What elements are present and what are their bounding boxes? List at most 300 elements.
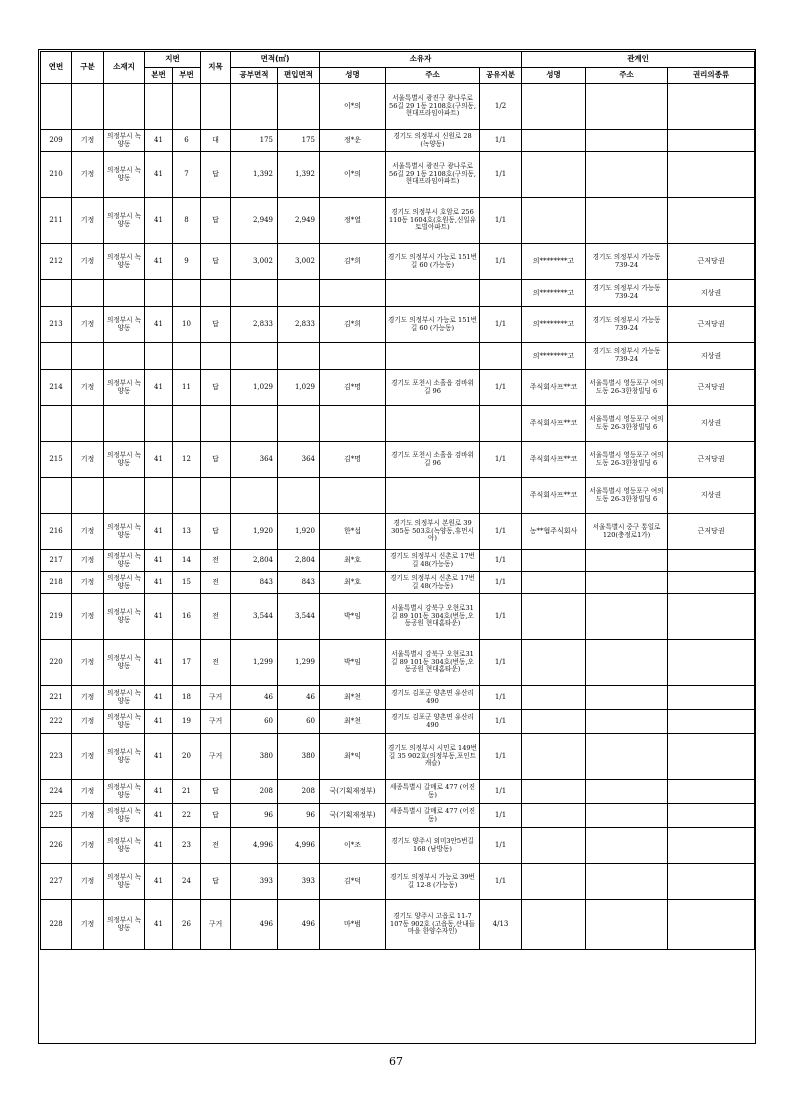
cell-owner-address: 경기도 양주시 외미3안5번길 168 (남방동) — [386, 828, 480, 864]
cell-owner-address: 세종특별시 갈매로 477 (어진동) — [386, 804, 480, 828]
header-owner-name: 성명 — [320, 68, 386, 84]
header-no: 연번 — [41, 52, 72, 84]
table-row — [41, 550, 755, 572]
cell-lot-sub: 17 — [173, 640, 201, 686]
cell-related-name: 의********고 — [522, 307, 586, 343]
cell-related-address — [586, 864, 668, 900]
cell-lot-sub: 8 — [173, 198, 201, 244]
table-row — [41, 280, 755, 307]
cell-area-included: 208 — [278, 780, 320, 804]
cell-area-included — [278, 478, 320, 514]
cell-land-use: 답 — [201, 442, 231, 478]
cell-owner-share: 1/1 — [480, 734, 522, 780]
cell-lot-sub: 21 — [173, 780, 201, 804]
cell-right-type: 근저당권 — [668, 514, 755, 550]
table-row — [41, 84, 755, 130]
cell-lot-main: 41 — [145, 900, 173, 950]
cell-related-name — [522, 198, 586, 244]
cell-owner-address: 경기도 의정부시 신원로 28 (녹양동) — [386, 130, 480, 152]
cell-owner-name — [320, 280, 386, 307]
cell-land-use: 전 — [201, 572, 231, 594]
cell-location: 의정부시 녹양동 — [104, 244, 145, 280]
cell-no: 212 — [41, 244, 72, 280]
table-row — [41, 244, 755, 280]
cell-owner-address: 경기도 의정부시 가능로 39번길 12-8 (가능동) — [386, 864, 480, 900]
header-related-address: 주소 — [586, 68, 668, 84]
cell-lot-main: 41 — [145, 864, 173, 900]
table-row — [41, 572, 755, 594]
cell-area-total: 96 — [231, 804, 278, 828]
cell-no: 227 — [41, 864, 72, 900]
cell-owner-share: 1/1 — [480, 370, 522, 406]
cell-owner-name: 이*조 — [320, 828, 386, 864]
cell-land-use: 답 — [201, 780, 231, 804]
cell-area-total: 3,544 — [231, 594, 278, 640]
cell-owner-address — [386, 343, 480, 370]
cell-area-total: 2,833 — [231, 307, 278, 343]
land-register-table — [40, 51, 755, 950]
cell-related-address: 서울특별시 영등포구 여의도동 26-3한창빌딩 6 — [586, 478, 668, 514]
cell-area-included: 3,002 — [278, 244, 320, 280]
cell-area-total: 46 — [231, 686, 278, 710]
cell-location: 의정부시 녹양동 — [104, 514, 145, 550]
cell-owner-share: 1/2 — [480, 84, 522, 130]
cell-land-use: 대 — [201, 130, 231, 152]
table-row — [41, 130, 755, 152]
cell-right-type: 근저당권 — [668, 307, 755, 343]
cell-owner-address: 경기도 의정부시 신촌로 17번길 48(가능동) — [386, 550, 480, 572]
cell-owner-share: 1/1 — [480, 130, 522, 152]
cell-area-included: 843 — [278, 572, 320, 594]
cell-lot-sub — [173, 343, 201, 370]
cell-owner-name: 김*명 — [320, 370, 386, 406]
cell-lot-sub: 10 — [173, 307, 201, 343]
cell-owner-name: 박*임 — [320, 594, 386, 640]
cell-related-name: 주식회사프**코 — [522, 406, 586, 442]
cell-owner-address: 경기도 김포군 양촌면 유산리 490 — [386, 686, 480, 710]
cell-location: 의정부시 녹양동 — [104, 130, 145, 152]
cell-location: 의정부시 녹양동 — [104, 686, 145, 710]
cell-owner-address — [386, 478, 480, 514]
cell-location: 의정부시 녹양동 — [104, 152, 145, 198]
cell-owner-name: 김*덕 — [320, 864, 386, 900]
cell-right-type — [668, 734, 755, 780]
cell-owner-address: 경기도 김포군 양촌면 유산리 490 — [386, 710, 480, 734]
cell-lot-sub: 26 — [173, 900, 201, 950]
table-row — [41, 804, 755, 828]
cell-location: 의정부시 녹양동 — [104, 198, 145, 244]
cell-type: 기정 — [72, 734, 104, 780]
header-related-name: 성명 — [522, 68, 586, 84]
cell-owner-name: 김*희 — [320, 307, 386, 343]
cell-area-included: 175 — [278, 130, 320, 152]
cell-area-included — [278, 84, 320, 130]
header-related-party: 관계인 — [522, 52, 755, 68]
cell-related-name — [522, 84, 586, 130]
cell-land-use: 구거 — [201, 734, 231, 780]
cell-owner-name: 김*명 — [320, 442, 386, 478]
cell-right-type — [668, 900, 755, 950]
table-row — [41, 343, 755, 370]
cell-related-address — [586, 686, 668, 710]
cell-owner-share — [480, 280, 522, 307]
cell-owner-name: 최*천 — [320, 686, 386, 710]
cell-area-included: 2,804 — [278, 550, 320, 572]
cell-lot-main: 41 — [145, 550, 173, 572]
cell-related-address — [586, 550, 668, 572]
cell-lot-sub: 19 — [173, 710, 201, 734]
cell-area-included: 46 — [278, 686, 320, 710]
header-location: 소재지 — [104, 52, 145, 84]
cell-no — [41, 478, 72, 514]
cell-type — [72, 280, 104, 307]
cell-no: 210 — [41, 152, 72, 198]
cell-area-total — [231, 280, 278, 307]
cell-land-use: 구거 — [201, 900, 231, 950]
cell-owner-address: 경기도 의정부시 신촌로 17번길 48(가능동) — [386, 572, 480, 594]
cell-lot-main: 41 — [145, 710, 173, 734]
cell-owner-share — [480, 478, 522, 514]
cell-related-address — [586, 780, 668, 804]
cell-land-use: 구거 — [201, 710, 231, 734]
cell-lot-main: 41 — [145, 686, 173, 710]
cell-lot-main: 41 — [145, 307, 173, 343]
cell-area-total: 393 — [231, 864, 278, 900]
cell-lot-main — [145, 406, 173, 442]
cell-owner-name: 마*범 — [320, 900, 386, 950]
cell-land-use: 전 — [201, 550, 231, 572]
header-lot: 지번 — [145, 52, 201, 68]
cell-area-total — [231, 406, 278, 442]
table-row — [41, 307, 755, 343]
cell-location: 의정부시 녹양동 — [104, 442, 145, 478]
cell-related-name — [522, 640, 586, 686]
table-row — [41, 514, 755, 550]
cell-lot-sub — [173, 84, 201, 130]
cell-land-use — [201, 343, 231, 370]
cell-no — [41, 406, 72, 442]
cell-lot-main: 41 — [145, 734, 173, 780]
cell-related-name — [522, 828, 586, 864]
cell-owner-address — [386, 406, 480, 442]
cell-owner-address: 경기도 의정부시 본원로 39 305동 503호(녹양동,휴먼시아) — [386, 514, 480, 550]
cell-owner-share — [480, 406, 522, 442]
cell-related-name — [522, 710, 586, 734]
cell-type: 기정 — [72, 780, 104, 804]
cell-owner-name: 최*호 — [320, 550, 386, 572]
cell-land-use: 구거 — [201, 686, 231, 710]
cell-related-name: 주식회사프**코 — [522, 442, 586, 478]
cell-lot-sub: 16 — [173, 594, 201, 640]
cell-owner-name: 이*의 — [320, 84, 386, 130]
cell-area-total — [231, 343, 278, 370]
cell-no: 223 — [41, 734, 72, 780]
cell-area-included: 3,544 — [278, 594, 320, 640]
table-row — [41, 710, 755, 734]
cell-land-use: 답 — [201, 198, 231, 244]
header-area: 면적(㎡) — [231, 52, 320, 68]
cell-lot-main — [145, 280, 173, 307]
cell-owner-name: 국(기획재정부) — [320, 780, 386, 804]
document-frame — [38, 49, 756, 1044]
cell-related-name — [522, 734, 586, 780]
cell-type: 기정 — [72, 198, 104, 244]
cell-right-type — [668, 780, 755, 804]
cell-area-total: 1,392 — [231, 152, 278, 198]
cell-location: 의정부시 녹양동 — [104, 780, 145, 804]
cell-related-name: 의********고 — [522, 244, 586, 280]
cell-location: 의정부시 녹양동 — [104, 804, 145, 828]
cell-area-total: 3,002 — [231, 244, 278, 280]
table-row — [41, 406, 755, 442]
cell-location: 의정부시 녹양동 — [104, 828, 145, 864]
cell-type: 기정 — [72, 900, 104, 950]
cell-area-included — [278, 280, 320, 307]
cell-lot-main — [145, 343, 173, 370]
cell-right-type — [668, 804, 755, 828]
cell-lot-sub: 11 — [173, 370, 201, 406]
cell-area-included: 2,949 — [278, 198, 320, 244]
cell-lot-sub: 9 — [173, 244, 201, 280]
cell-owner-share: 4/13 — [480, 900, 522, 950]
cell-no: 222 — [41, 710, 72, 734]
table-body — [41, 84, 755, 950]
cell-type — [72, 343, 104, 370]
header-owner: 소유자 — [320, 52, 522, 68]
cell-no: 216 — [41, 514, 72, 550]
cell-right-type: 근저당권 — [668, 244, 755, 280]
cell-area-total — [231, 84, 278, 130]
cell-area-included: 1,392 — [278, 152, 320, 198]
cell-right-type — [668, 572, 755, 594]
cell-no — [41, 84, 72, 130]
cell-area-total: 843 — [231, 572, 278, 594]
cell-lot-main: 41 — [145, 804, 173, 828]
cell-related-address — [586, 594, 668, 640]
cell-right-type — [668, 152, 755, 198]
cell-land-use — [201, 406, 231, 442]
cell-related-address — [586, 152, 668, 198]
cell-location: 의정부시 녹양동 — [104, 710, 145, 734]
table-row — [41, 478, 755, 514]
cell-owner-address: 서울특별시 강북구 오현로31길 89 101동 304호(번동,오동공원 현대홈타운) — [386, 640, 480, 686]
cell-related-address: 서울특별시 영등포구 여의도동 26-3한창빌딩 6 — [586, 370, 668, 406]
cell-lot-main: 41 — [145, 152, 173, 198]
cell-related-name — [522, 152, 586, 198]
header-type: 구분 — [72, 52, 104, 84]
cell-related-address: 서울특별시 영등포구 여의도동 26-3한창빌딩 6 — [586, 406, 668, 442]
cell-no: 225 — [41, 804, 72, 828]
cell-location: 의정부시 녹양동 — [104, 900, 145, 950]
cell-owner-share: 1/1 — [480, 780, 522, 804]
cell-lot-sub: 14 — [173, 550, 201, 572]
cell-right-type — [668, 550, 755, 572]
cell-type: 기정 — [72, 640, 104, 686]
header-lot-main: 본번 — [145, 68, 173, 84]
cell-related-name — [522, 572, 586, 594]
cell-lot-sub: 15 — [173, 572, 201, 594]
cell-area-included: 1,920 — [278, 514, 320, 550]
cell-area-total: 496 — [231, 900, 278, 950]
table-row — [41, 370, 755, 406]
cell-lot-main: 41 — [145, 828, 173, 864]
cell-owner-name: 최*익 — [320, 734, 386, 780]
cell-related-address: 경기도 의정부시 가능동 739-24 — [586, 280, 668, 307]
cell-location: 의정부시 녹양동 — [104, 734, 145, 780]
cell-owner-share: 1/1 — [480, 442, 522, 478]
cell-related-address — [586, 710, 668, 734]
cell-land-use: 답 — [201, 244, 231, 280]
cell-lot-sub — [173, 280, 201, 307]
cell-lot-main: 41 — [145, 130, 173, 152]
cell-owner-share — [480, 343, 522, 370]
cell-no: 214 — [41, 370, 72, 406]
table-row — [41, 152, 755, 198]
cell-lot-sub — [173, 478, 201, 514]
cell-area-included: 1,029 — [278, 370, 320, 406]
cell-location: 의정부시 녹양동 — [104, 307, 145, 343]
cell-area-included — [278, 406, 320, 442]
cell-owner-address: 경기도 양주시 고읍로 11-7 107동 902호 (고읍동,산내들마을 한양수자인) — [386, 900, 480, 950]
cell-related-name: 의********고 — [522, 343, 586, 370]
cell-land-use: 전 — [201, 594, 231, 640]
cell-right-type: 지상권 — [668, 406, 755, 442]
cell-type: 기정 — [72, 686, 104, 710]
cell-no — [41, 280, 72, 307]
cell-land-use: 전 — [201, 640, 231, 686]
cell-related-name — [522, 594, 586, 640]
cell-area-total: 364 — [231, 442, 278, 478]
cell-lot-main: 41 — [145, 442, 173, 478]
cell-no: 215 — [41, 442, 72, 478]
cell-right-type: 근저당권 — [668, 370, 755, 406]
cell-area-total: 4,996 — [231, 828, 278, 864]
cell-related-address — [586, 84, 668, 130]
cell-land-use: 전 — [201, 828, 231, 864]
cell-lot-main: 41 — [145, 370, 173, 406]
cell-land-use — [201, 84, 231, 130]
cell-no: 218 — [41, 572, 72, 594]
cell-lot-main — [145, 478, 173, 514]
cell-no: 217 — [41, 550, 72, 572]
cell-right-type — [668, 828, 755, 864]
cell-area-total: 2,804 — [231, 550, 278, 572]
cell-right-type — [668, 130, 755, 152]
cell-related-address — [586, 900, 668, 950]
cell-type: 기정 — [72, 572, 104, 594]
cell-owner-share: 1/1 — [480, 640, 522, 686]
cell-no: 228 — [41, 900, 72, 950]
cell-area-included: 4,996 — [278, 828, 320, 864]
cell-area-included: 393 — [278, 864, 320, 900]
header-right-type: 권리의종류 — [668, 68, 755, 84]
cell-owner-name — [320, 478, 386, 514]
cell-right-type: 지상권 — [668, 343, 755, 370]
cell-owner-address: 경기도 의정부시 가능로 151번길 60 (가능동) — [386, 307, 480, 343]
cell-related-name — [522, 130, 586, 152]
table-row — [41, 198, 755, 244]
cell-owner-name: 한*섭 — [320, 514, 386, 550]
cell-type: 기정 — [72, 864, 104, 900]
cell-type — [72, 478, 104, 514]
cell-owner-share: 1/1 — [480, 864, 522, 900]
cell-lot-main: 41 — [145, 244, 173, 280]
cell-no — [41, 343, 72, 370]
header-land-use: 지목 — [201, 52, 231, 84]
cell-right-type — [668, 84, 755, 130]
cell-related-address: 서울특별시 영등포구 여의도동 26-3한창빌딩 6 — [586, 442, 668, 478]
cell-related-address — [586, 130, 668, 152]
cell-lot-main: 41 — [145, 594, 173, 640]
cell-related-address — [586, 198, 668, 244]
cell-location — [104, 280, 145, 307]
table-row — [41, 640, 755, 686]
cell-related-address — [586, 734, 668, 780]
cell-land-use: 답 — [201, 152, 231, 198]
cell-related-address: 경기도 의정부시 가능동 739-24 — [586, 343, 668, 370]
cell-location: 의정부시 녹양동 — [104, 864, 145, 900]
cell-related-name — [522, 804, 586, 828]
cell-lot-main — [145, 84, 173, 130]
cell-right-type — [668, 864, 755, 900]
cell-no: 213 — [41, 307, 72, 343]
cell-area-total: 1,920 — [231, 514, 278, 550]
cell-right-type — [668, 198, 755, 244]
page-number: 67 — [389, 1055, 403, 1068]
cell-location: 의정부시 녹양동 — [104, 572, 145, 594]
cell-area-total: 1,299 — [231, 640, 278, 686]
cell-type: 기정 — [72, 514, 104, 550]
cell-owner-share: 1/1 — [480, 594, 522, 640]
cell-type: 기정 — [72, 550, 104, 572]
cell-owner-address: 경기도 의정부시 시민로 149번길 35 902호(의정부동,포인트캐슬) — [386, 734, 480, 780]
cell-owner-share: 1/1 — [480, 804, 522, 828]
header-owner-share: 공유지분 — [480, 68, 522, 84]
cell-related-address — [586, 572, 668, 594]
cell-related-address — [586, 640, 668, 686]
cell-owner-name — [320, 406, 386, 442]
cell-owner-name: 최*천 — [320, 710, 386, 734]
cell-related-name — [522, 550, 586, 572]
cell-land-use: 답 — [201, 370, 231, 406]
cell-related-address — [586, 804, 668, 828]
table-row — [41, 864, 755, 900]
cell-type: 기정 — [72, 594, 104, 640]
cell-right-type: 지상권 — [668, 478, 755, 514]
cell-land-use: 답 — [201, 864, 231, 900]
cell-owner-address: 세종특별시 갈매로 477 (어진동) — [386, 780, 480, 804]
cell-no: 224 — [41, 780, 72, 804]
cell-related-name: 농**협주식회사 — [522, 514, 586, 550]
cell-owner-share: 1/1 — [480, 828, 522, 864]
cell-owner-name: 국(기획재정부) — [320, 804, 386, 828]
cell-area-included: 60 — [278, 710, 320, 734]
cell-no: 221 — [41, 686, 72, 710]
cell-related-address: 서울특별시 중구 통일로 120(충정로1가) — [586, 514, 668, 550]
cell-right-type — [668, 710, 755, 734]
cell-owner-share: 1/1 — [480, 710, 522, 734]
cell-lot-main: 41 — [145, 514, 173, 550]
table-row — [41, 828, 755, 864]
cell-right-type — [668, 594, 755, 640]
cell-related-address: 경기도 의정부시 가능동 739-24 — [586, 307, 668, 343]
table-row — [41, 442, 755, 478]
cell-owner-share: 1/1 — [480, 514, 522, 550]
cell-location — [104, 406, 145, 442]
cell-owner-share: 1/1 — [480, 307, 522, 343]
cell-location: 의정부시 녹양동 — [104, 640, 145, 686]
cell-owner-address: 서울특별시 광진구 광나루로56길 29 1동 2108호(구의동,현대프라임아파트) — [386, 152, 480, 198]
